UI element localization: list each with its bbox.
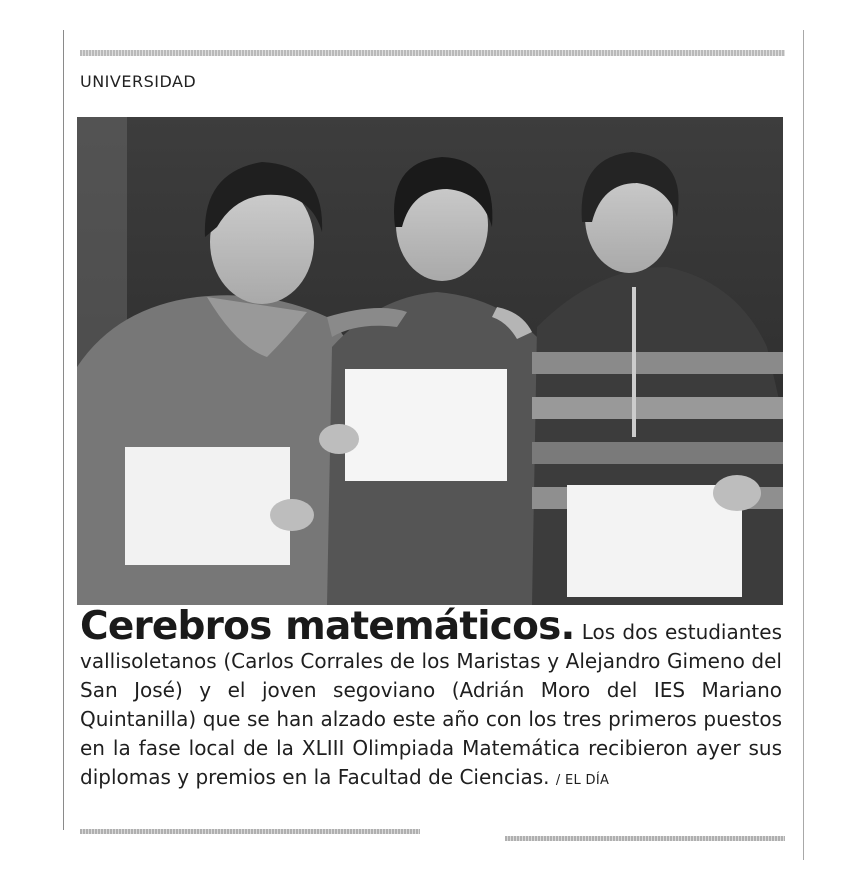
news-photo	[77, 117, 783, 605]
caption-headline: Cerebros matemáticos.	[80, 604, 575, 649]
photo-illustration	[77, 117, 783, 605]
bottom-rule-right	[505, 836, 785, 841]
diploma-right	[567, 485, 742, 597]
photo-caption	[80, 604, 782, 795]
top-rule	[80, 50, 785, 56]
caption-body: Los dos estudiantes vallisoletanos (Carlos Corrales de los Maristas y Alejandro Gimeno del San José) y el joven segoviano (Adrián Moro del IES Mariano Quintanilla) que se han alzado este año con los tres primeros puestos en la fase local de la XLIII Olimpiada Matemática recibieron ayer sus diplomas y premios en la Facultad de Ciencias.	[80, 620, 782, 789]
photo-credit: / EL DÍA	[555, 773, 610, 788]
bottom-rule-left	[80, 829, 420, 834]
diploma-left	[125, 447, 290, 565]
column-divider-right	[803, 30, 804, 860]
column-divider-left	[63, 30, 64, 830]
section-label: UNIVERSIDAD	[80, 72, 197, 91]
diploma-middle	[345, 369, 507, 481]
